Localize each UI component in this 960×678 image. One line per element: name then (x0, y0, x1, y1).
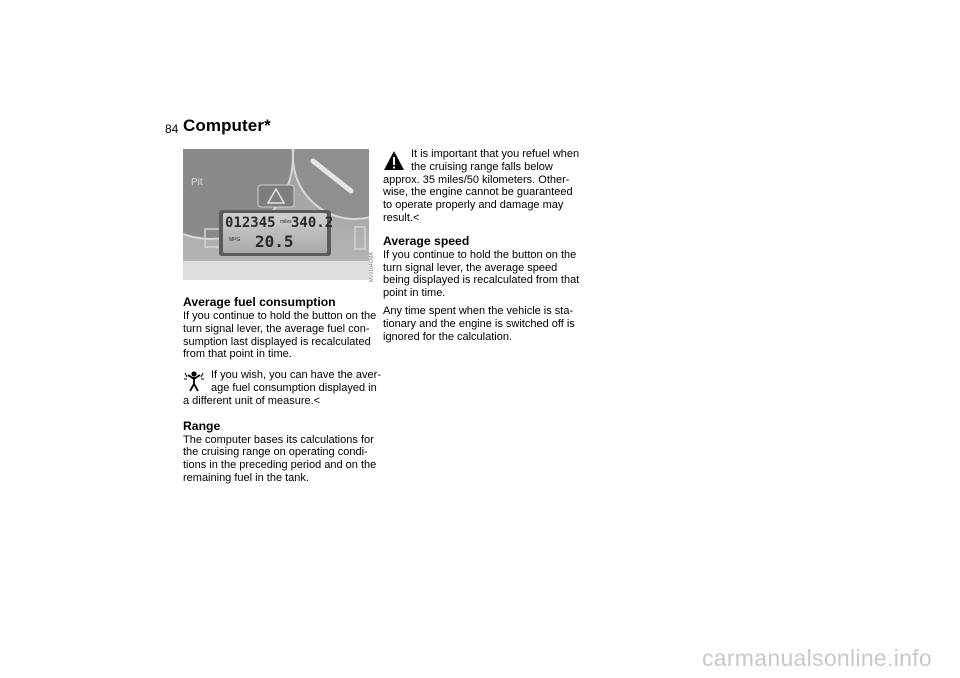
fuel-heading: Average fuel consumption (183, 295, 336, 309)
tip-end-mark: < (313, 394, 321, 407)
lcd-unit-small: miles (280, 219, 292, 225)
warning-paragraph (383, 148, 581, 225)
speed-paragraph-2: Any time spent when the vehicle is sta-tionary and the engine is switched off is ignored for the calculation. (383, 304, 575, 343)
tip-person-icon (183, 370, 205, 392)
footer-watermark[interactable]: carmanualsonline.info (701, 645, 932, 671)
lcd-odometer: 012345 (225, 215, 276, 231)
warning-text: It is important that you refuel when the cruising range falls below approx. 35 miles/50 kilometers. Other-wise, the engine cannot be guaranteed to operate properly and damage may result. (383, 148, 580, 224)
fuel-paragraph: If you continue to hold the button on the turn signal lever, the average fuel con-sumption last displayed is recalculated from that point in time. (183, 310, 377, 361)
range-heading: Range (183, 418, 221, 433)
lcd-consumption: 20.5 (255, 232, 294, 251)
instrument-cluster-photo (183, 149, 369, 280)
lcd-consumption-unit: MPG (229, 237, 241, 243)
tip-text: If you wish, you can have the aver-age fuel consumption displayed in a different unit of measure. (183, 369, 381, 407)
right-column (383, 148, 581, 348)
page-number: 84 (165, 122, 179, 136)
warning-end-mark: < (412, 211, 420, 224)
lcd-range: 340.2 (291, 215, 334, 231)
speed-paragraph-1: If you continue to hold the button on the turn signal lever, the average speed being displayed is recalculated from that point in time. (383, 248, 580, 300)
svg-text:Pit: Pit (191, 177, 203, 188)
page-title: Computer* (183, 116, 271, 135)
warning-icon (383, 150, 405, 172)
tip-paragraph (183, 369, 381, 407)
range-paragraph: The computer bases its calculations for the cruising range on operating condi-tions in the preceding period and on the remaining fuel in the tank. (183, 433, 377, 484)
left-column (183, 295, 381, 490)
image-code: MV0104CMA (369, 252, 375, 282)
speed-heading: Average speed (383, 233, 470, 248)
